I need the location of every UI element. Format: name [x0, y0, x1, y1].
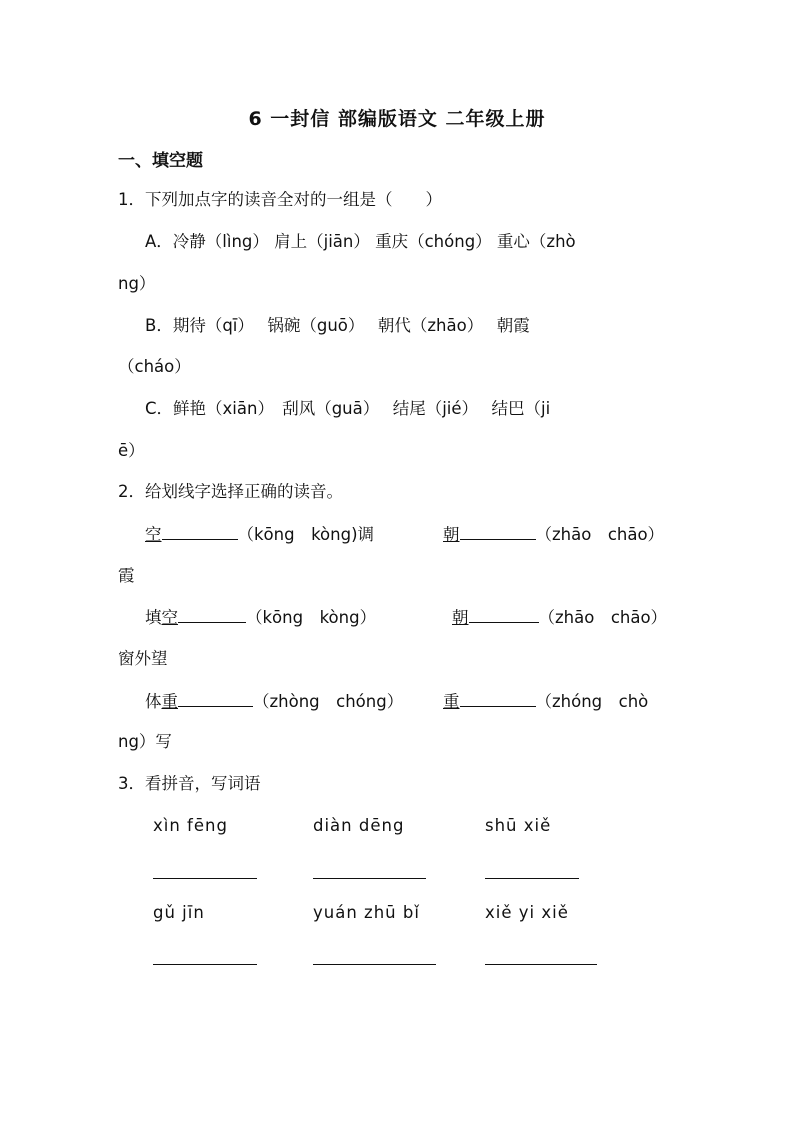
question-1-option-a-wrap: ng）	[118, 274, 156, 293]
question-2-wrap: ng）写	[118, 732, 172, 751]
question-1-option-c-wrap: ē）	[118, 441, 145, 460]
pinyin-choices: （zhòng chóng）	[253, 692, 404, 711]
pinyin-prompt: xiě yi xiě	[485, 903, 569, 922]
question-2-item	[443, 690, 648, 713]
question-1-option-b: B．期待（qī） 锅碗（guō） 朝代（zhāo） 朝霞	[145, 316, 530, 335]
underlined-char: 空	[161, 608, 178, 627]
writing-line[interactable]	[153, 964, 257, 965]
pinyin-prompt: gǔ jīn	[153, 903, 205, 922]
question-2-item	[145, 606, 376, 629]
answer-blank[interactable]	[178, 606, 246, 623]
underlined-char: 朝	[452, 608, 469, 627]
underlined-char: 重	[161, 692, 178, 711]
answer-blank[interactable]	[460, 523, 536, 540]
question-1-option-b-wrap: （cháo）	[118, 357, 191, 376]
pinyin-choices: （kōng kòng)调	[237, 525, 375, 544]
pinyin-prompt: diàn dēng	[313, 816, 405, 835]
section-heading: 一、填空题	[118, 151, 203, 171]
answer-blank[interactable]	[162, 523, 238, 540]
question-1-stem: 1．下列加点字的读音全对的一组是（ ）	[118, 190, 442, 209]
pinyin-prompt: xìn fēng	[153, 816, 228, 835]
question-2-item	[145, 523, 374, 546]
prefix-char: 填	[145, 608, 162, 627]
underlined-char: 朝	[443, 525, 460, 544]
underlined-char: 空	[145, 525, 162, 544]
question-2-item	[443, 523, 664, 546]
question-2-item	[452, 606, 667, 629]
pinyin-choices: （zhóng chò	[535, 692, 649, 711]
writing-line[interactable]	[485, 878, 579, 879]
pinyin-prompt: yuán zhū bǐ	[313, 903, 420, 922]
answer-blank[interactable]	[469, 606, 539, 623]
pinyin-choices: （zhāo chāo）	[535, 525, 665, 544]
answer-blank[interactable]	[460, 690, 536, 707]
writing-line[interactable]	[153, 878, 257, 879]
page-title: 6 一封信 部编版语文 二年级上册	[248, 108, 546, 130]
writing-line[interactable]	[485, 964, 597, 965]
question-1-option-a: A．冷静（lìng） 肩上（jiān） 重庆（chóng） 重心（zhò	[145, 232, 576, 251]
question-2-wrap: 窗外望	[118, 649, 168, 668]
pinyin-choices: （zhāo chāo）	[538, 608, 668, 627]
writing-line[interactable]	[313, 878, 426, 879]
question-3-stem: 3．看拼音，写词语	[118, 774, 261, 793]
pinyin-prompt: shū xiě	[485, 816, 552, 835]
question-2-wrap: 霞	[118, 566, 135, 585]
pinyin-choices: （kōng kòng）	[246, 608, 377, 627]
question-2-item	[145, 690, 403, 713]
question-2-stem: 2．给划线字选择正确的读音。	[118, 482, 343, 501]
answer-blank[interactable]	[178, 690, 253, 707]
underlined-char: 重	[443, 692, 460, 711]
question-1-option-c: C．鲜艳（xiān） 刮风（guā） 结尾（jié） 结巴（ji	[145, 399, 551, 418]
writing-line[interactable]	[313, 964, 436, 965]
prefix-char: 体	[145, 692, 162, 711]
